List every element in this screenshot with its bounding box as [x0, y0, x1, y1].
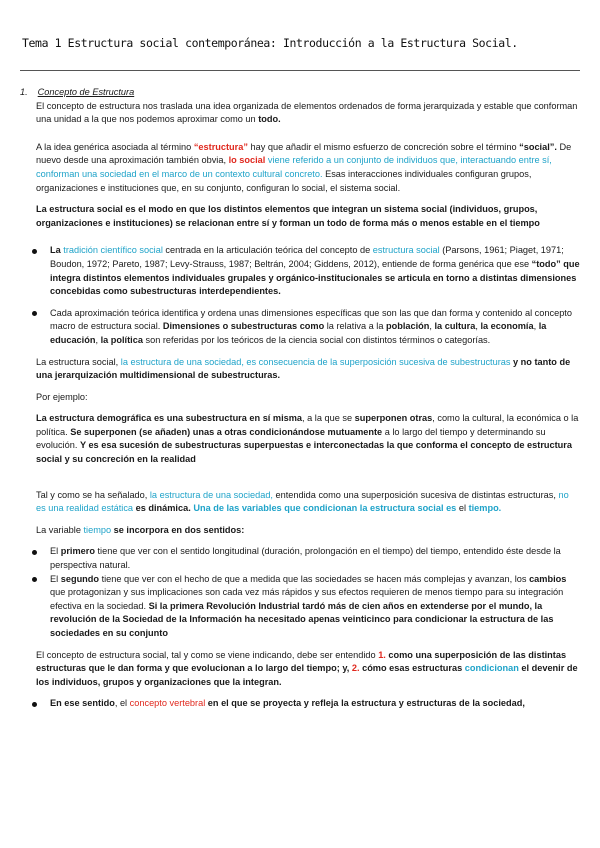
paragraph: La variable tiempo se incorpora en dos sentidos: — [36, 524, 245, 535]
document-body — [20, 86, 580, 711]
bullet-list — [20, 545, 580, 640]
section-number: 1. — [20, 87, 28, 97]
paragraph: A la idea genérica asociada al término “estructura” hay que añadir el mismo esfuerzo de concreción sobre el término “social”. De nuevo desde una aproximación también obvia, lo social viene referido a un conjunto de individuos que, interactuando entre sí, conforman una sociedad en el marco de un contexto cultural concreto. Esas interacciones individuales configuran grupos, organizaciones e instituciones que, en su conjunto, configuran lo social, el sistema social. — [36, 141, 572, 193]
bullet-list — [20, 244, 580, 347]
paragraph: El concepto de estructura social, tal y como se viene indicando, debe ser entendido 1. como una superposición de las distintas estructuras que le dan forma y que evolucionan a lo largo del tiempo; y, 2. cómo esas estructuras condicionan el devenir de los individuos, grupos y organizaciones que la integran. — [36, 649, 578, 687]
paragraph: Tal y como se ha señalado, la estructura de una sociedad, entendida como una superposición sucesiva de distintas estructuras, no es una realidad estática es dinámica. Una de las variables que condicionan la estructura social es el tiempo. — [36, 489, 569, 514]
list-item: El segundo tiene que ver con el hecho de que a medida que las sociedades se hacen más complejas y avanzan, los cambios que protagonizan y sus implicaciones son cada vez más rápidos y sus efectos requieren de menos tiempo para su integración efectiva en la sociedad. Si la primera Revolución Industrial tardó más de cien años en extenderse por el mundo, la revolución de la Sociedad de la Información ha necesitado apenas veinticinco para condicionar la estructura de las sociedades en su conjunto — [20, 573, 580, 641]
bullet-icon — [32, 577, 37, 582]
section-heading — [20, 86, 580, 100]
document-title: Tema 1 Estructura social contemporánea: Introducción a la Estructura Social. — [22, 36, 518, 50]
bullet-list — [20, 697, 580, 711]
paragraph: La estructura social, la estructura de una sociedad, es consecuencia de la superposición sucesiva de subestructuras y no tanto de una jerarquización multidimensional de subestructuras. — [36, 356, 571, 381]
paragraph: El concepto de estructura nos traslada una idea organizada de elementos ordenados de forma jerarquizada y estable que conforman una unidad a la que nos podemos aproximar como un todo. — [36, 100, 578, 125]
list-item: En ese sentido, el concepto vertebral en el que se proyecta y refleja la estructura y estructuras de la sociedad, — [20, 697, 580, 711]
paragraph: Por ejemplo: — [36, 391, 88, 402]
title-divider — [20, 70, 580, 71]
section-title: Concepto de Estructura — [37, 87, 135, 97]
bullet-icon — [32, 550, 37, 555]
paragraph-definition: La estructura social es el modo en que los distintos elementos que integran un sistema social (individuos, grupos, organizaciones e instituciones) se relacionan entre sí y forman un todo de forma más o menos estable en el tiempo — [36, 204, 540, 228]
list-item: El primero tiene que ver con el sentido longitudinal (duración, prolongación en el tiempo) del tiempo, entendido éste desde la perspectiva natural. — [20, 545, 580, 572]
list-item: Cada aproximación teórica identifica y ordena unas dimensiones específicas que son las que dan forma y contenido al concepto macro de estructura social. Dimensiones o subestructuras como la relativa a la población, la cultura, la economía, la educación, la política son referidas por los teóricos de la ciencia social con distintos términos o categorías. — [20, 307, 580, 348]
bullet-icon — [32, 702, 37, 707]
paragraph: La estructura demográfica es una subestructura en sí misma, a la que se superponen otras, como la cultural, la económica o la política. Se superponen (se añaden) unas a otras condicionándose mutuamente a lo largo del tiempo y determinando su evolución. Y es esa sucesión de subestructuras superpuestas e interconectadas la que conforma el concepto de estructura social y su concreción en la realidad — [36, 413, 579, 465]
bullet-icon — [32, 311, 37, 316]
list-item: La tradición científico social centrada en la articulación teórica del concepto de estructura social (Parsons, 1961; Piaget, 1971; Boudon, 1972; Pareto, 1987; Levy-Strauss, 1987; Beltrán, 2004; Giddens, 2012), entiende de forma genérica que ese “todo” que integra distintos elementos individuales grupales y orgánico-institucionales se articula en torno a distintas dimensiones concebidas como subestructuras interdependientes. — [20, 244, 580, 298]
bullet-icon — [32, 249, 37, 254]
